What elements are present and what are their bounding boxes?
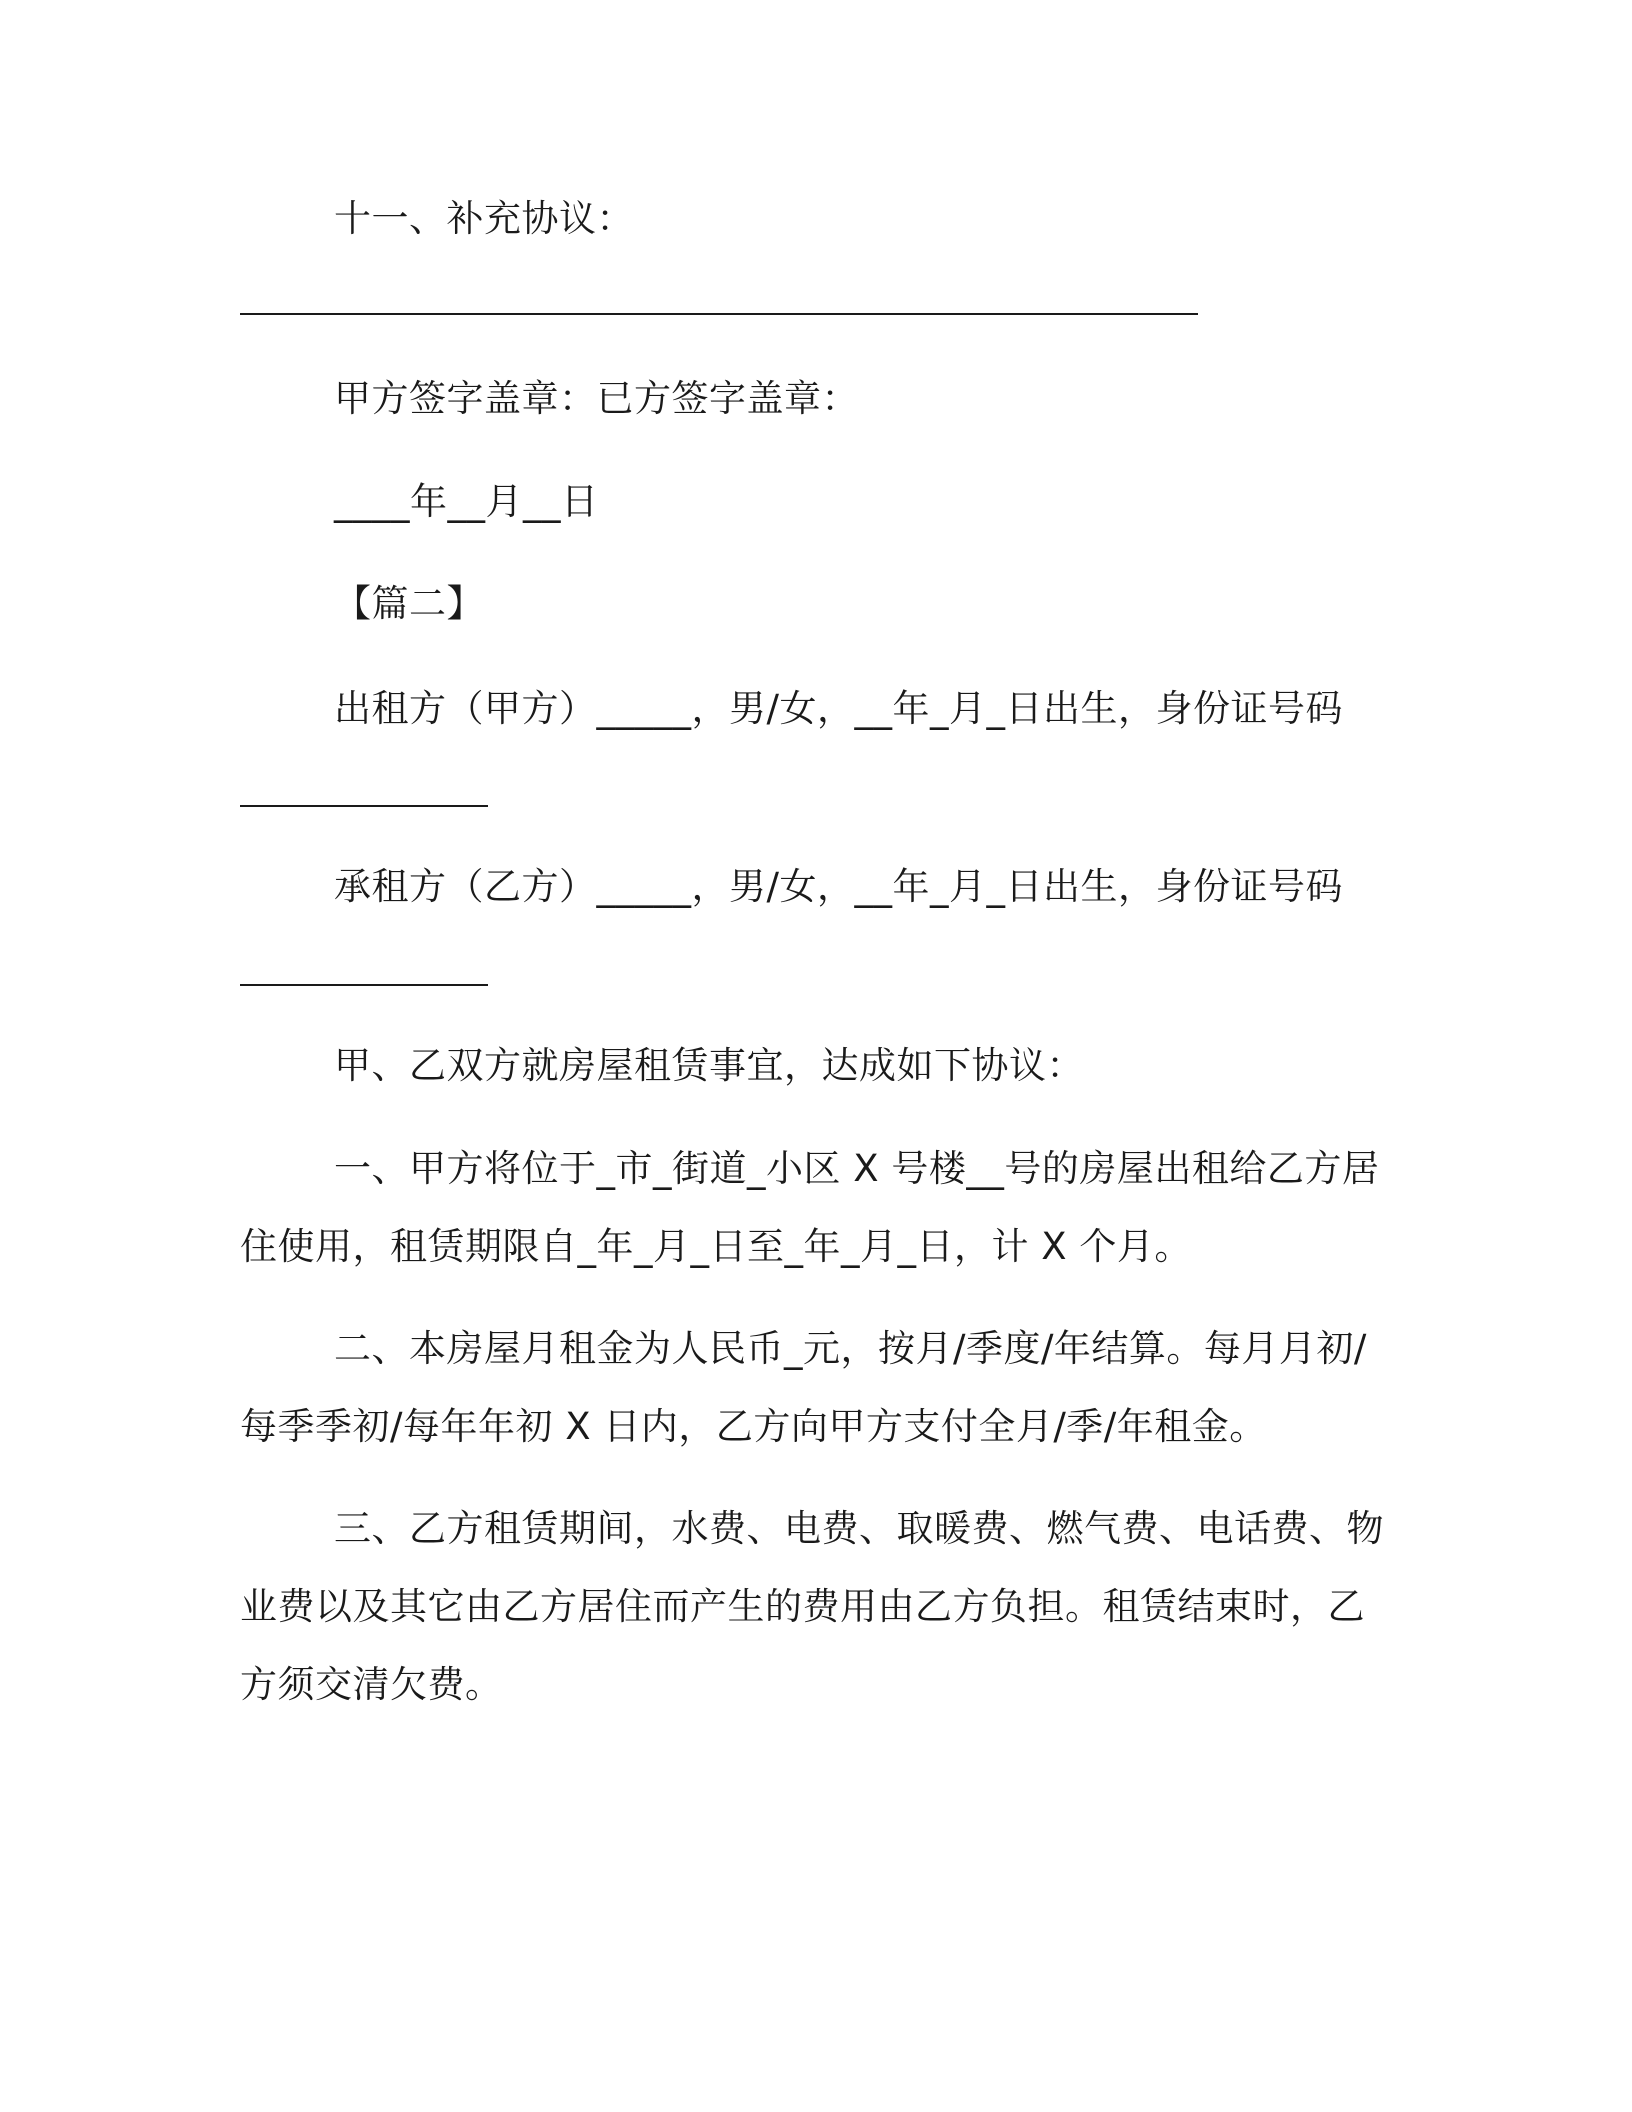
lessor-line: 出租方（甲方）_____，男/女，__年_月_日出生，身份证号码	[334, 687, 1343, 730]
clause-1-line-1: 一、甲方将位于_市_街道_小区 X 号楼__号的房屋出租给乙方居	[334, 1147, 1380, 1190]
heading-supplementary-agreement: 十一、补充协议：	[334, 197, 634, 240]
signature-line: 甲方签字盖章：已方签字盖章：	[334, 377, 859, 420]
clause-1-line-2: 住使用，租赁期限自_年_月_日至_年_月_日，计 X 个月。	[240, 1225, 1192, 1268]
lessee-id-blank-rule	[240, 984, 488, 986]
intro-line: 甲、乙双方就房屋租赁事宜，达成如下协议：	[334, 1044, 1084, 1087]
clause-2-line-2: 每季季初/每年年初 X 日内，乙方向甲方支付全月/季/年租金。	[240, 1405, 1267, 1448]
clause-2-line-1: 二、本房屋月租金为人民币_元，按月/季度/年结算。每月月初/	[334, 1327, 1367, 1370]
clause-3-line-3: 方须交清欠费。	[240, 1663, 503, 1706]
lessor-id-blank-rule	[240, 805, 488, 807]
section-label: 【篇二】	[334, 582, 484, 625]
lessee-line: 承租方（乙方）_____，男/女，__年_月_日出生，身份证号码	[334, 865, 1343, 908]
supplementary-blank-rule	[240, 313, 1198, 315]
clause-3-line-2: 业费以及其它由乙方居住而产生的费用由乙方负担。租赁结束时，乙	[240, 1585, 1365, 1628]
clause-3-line-1: 三、乙方租赁期间，水费、电费、取暖费、燃气费、电话费、物	[334, 1507, 1384, 1550]
date-line: ____年__月__日	[334, 480, 599, 523]
